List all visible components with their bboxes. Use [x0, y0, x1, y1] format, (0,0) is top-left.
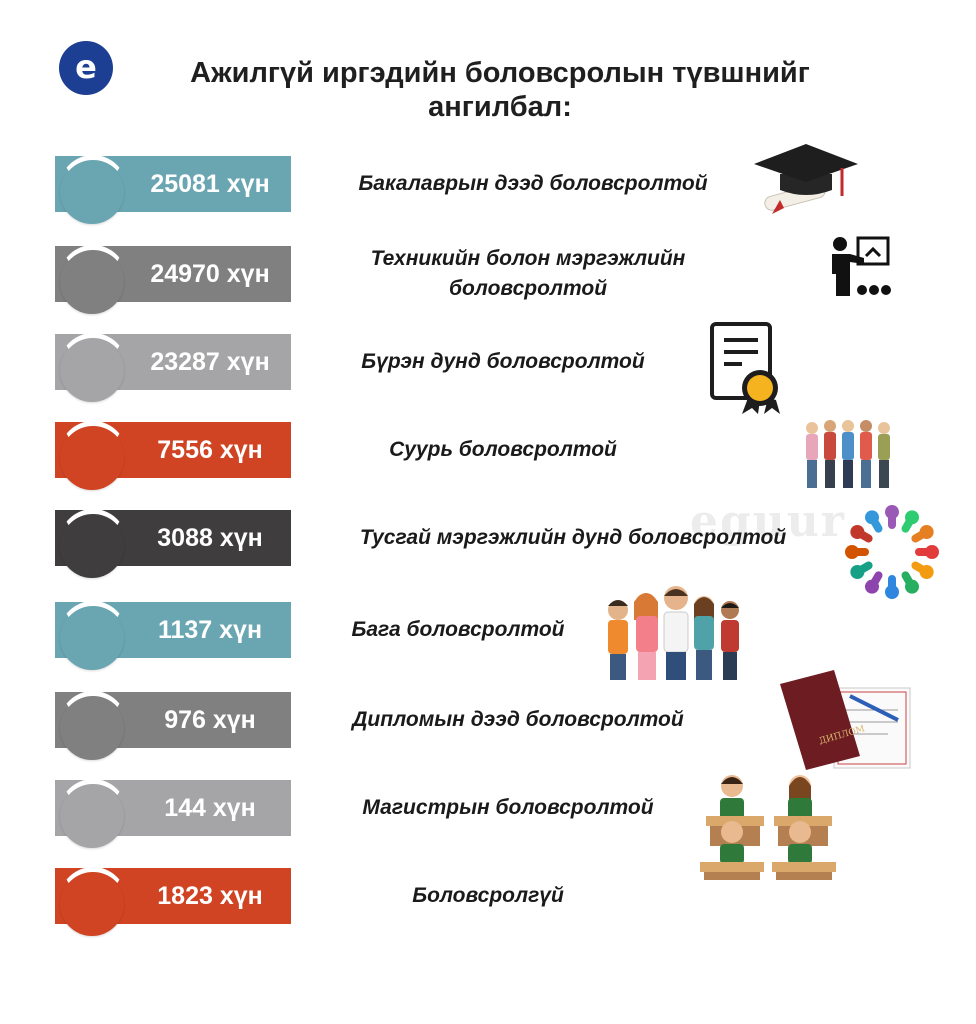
value-label: 976 хүн — [164, 706, 256, 734]
category-label-line: Бага боловсролтой — [351, 618, 565, 641]
certificate-icon — [708, 320, 784, 416]
bar-arc-icon — [59, 691, 127, 759]
value-label: 25081 хүн — [150, 170, 270, 198]
person-head — [850, 525, 864, 539]
value-bar — [55, 602, 291, 658]
person-head — [925, 545, 939, 559]
classroom-icon — [696, 770, 842, 882]
category-label — [318, 435, 688, 465]
value-label: 7556 хүн — [157, 436, 263, 464]
person-head — [865, 580, 879, 594]
category-label-line: Бүрэн дунд боловсролтой — [361, 350, 645, 373]
chart-row — [0, 320, 976, 404]
category-label-line: Боловсролгүй — [412, 884, 564, 907]
value-label: 144 хүн — [164, 794, 256, 822]
person-head — [885, 585, 899, 599]
title-line-1: Ажилгүй иргэдийн боловсролын түвшнийг — [190, 57, 810, 89]
category-label — [318, 881, 658, 911]
value-bar — [55, 422, 291, 478]
children-group-icon — [600, 580, 746, 684]
value-bar — [55, 156, 291, 212]
title-line-2: ангилбал: — [428, 91, 572, 123]
person-head — [920, 525, 934, 539]
person-head — [885, 505, 899, 519]
category-label — [318, 705, 718, 735]
value-label: 24970 хүн — [150, 260, 270, 288]
students-group-icon — [798, 414, 902, 494]
category-label — [318, 244, 738, 304]
category-label — [318, 523, 828, 553]
bar-arc-icon — [59, 509, 127, 577]
category-label — [318, 793, 698, 823]
person-head — [845, 545, 859, 559]
chart-row — [0, 496, 976, 580]
value-label: 1823 хүн — [157, 882, 263, 910]
logo-letter: e — [75, 48, 97, 86]
category-label — [318, 347, 688, 377]
graduation-cap-icon — [750, 138, 862, 218]
category-label-line: боловсролтой — [448, 277, 608, 300]
category-label-line: Суурь боловсролтой — [389, 438, 617, 461]
chart-row — [0, 588, 976, 672]
value-bar — [55, 246, 291, 302]
category-label-line: Бакалаврын дээд боловсролтой — [358, 172, 708, 195]
teacher-presentation-icon — [828, 234, 894, 300]
category-label-line: Дипломын дээд боловсролтой — [352, 708, 684, 731]
logo-icon — [58, 40, 114, 96]
category-label — [318, 615, 598, 645]
category-label-line: Тусгай мэргэжлийн дунд боловсролтой — [359, 526, 787, 549]
bar-arc-icon — [59, 867, 127, 935]
people-circle-icon — [840, 500, 944, 604]
value-bar — [55, 868, 291, 924]
value-bar — [55, 692, 291, 748]
category-label — [318, 169, 748, 199]
bar-arc-icon — [59, 601, 127, 669]
value-label: 23287 хүн — [150, 348, 270, 376]
category-label-line: Магистрын боловсролтой — [362, 796, 654, 819]
bar-arc-icon — [59, 155, 127, 223]
bar-arc-icon — [59, 421, 127, 489]
bar-arc-icon — [59, 245, 127, 313]
person-head — [850, 565, 864, 579]
diploma-cover-text: ДИПЛОМ — [818, 724, 867, 747]
person-head — [905, 580, 919, 594]
person-head — [920, 565, 934, 579]
value-bar — [55, 510, 291, 566]
value-label: 3088 хүн — [157, 524, 263, 552]
page-title — [150, 56, 850, 124]
value-bar — [55, 334, 291, 390]
bar-arc-icon — [59, 333, 127, 401]
value-bar — [55, 780, 291, 836]
value-label: 1137 хүн — [157, 616, 263, 644]
bar-arc-icon — [59, 779, 127, 847]
person-head — [865, 510, 879, 524]
watermark: eguur — [690, 496, 846, 547]
diploma-icon — [776, 670, 916, 772]
person-head — [905, 510, 919, 524]
category-label-line: Техникийн болон мэргэжлийн — [370, 247, 686, 270]
